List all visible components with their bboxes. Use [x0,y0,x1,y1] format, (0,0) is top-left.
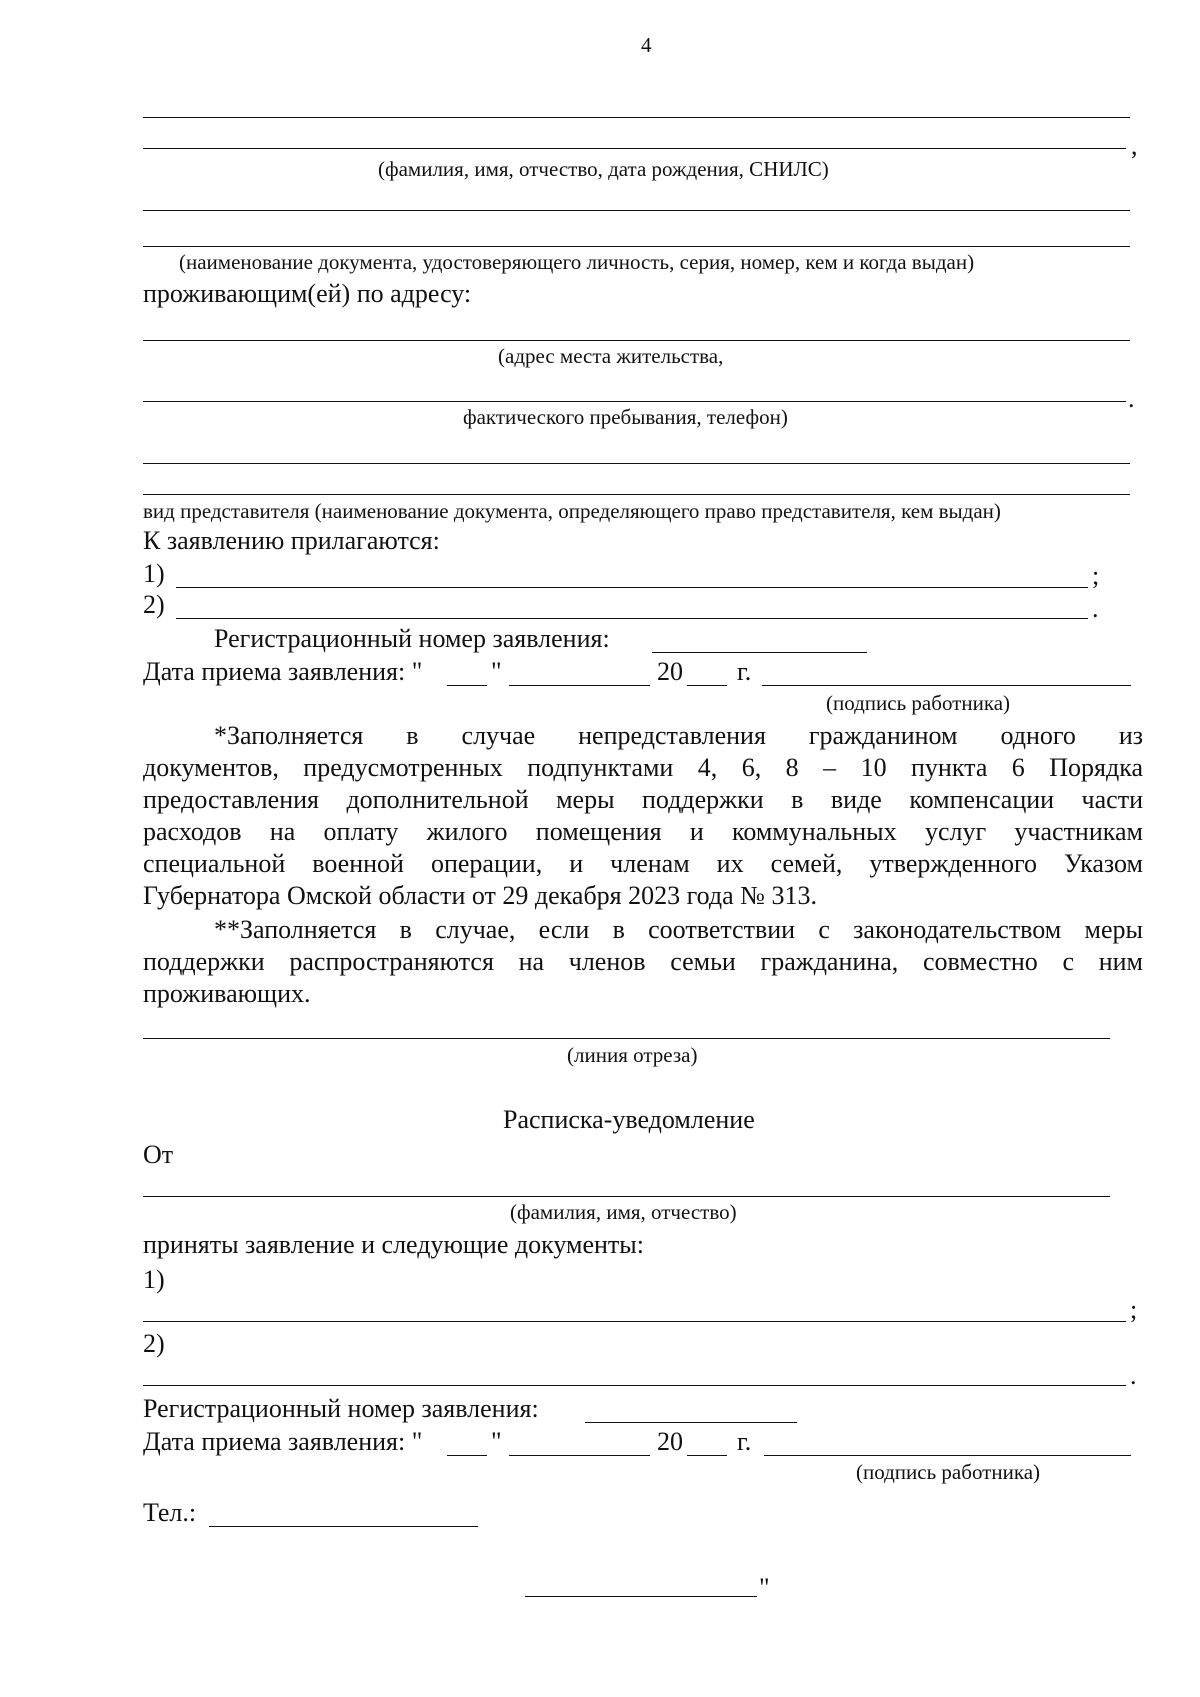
footnote-2-line-2: поддержки распространяются на членов семьи гражданина, совместно с ним [143,947,1143,976]
receipt-accepted-label: приняты заявление и следующие документы: [143,1230,644,1259]
address-line-2 [143,401,1126,402]
address-caption-2: фактического пребывания, телефон) [463,405,788,429]
date-year-prefix: 20 [657,657,683,686]
receipt-from-label: От [143,1140,174,1169]
receipt-title: Расписка-уведомление [503,1105,755,1134]
id-doc-line-2 [143,246,1130,247]
attachment-item-2-period: . [1092,594,1099,623]
reg-number-line [652,652,867,653]
footnote-2-line-3: проживающих. [143,979,311,1008]
fio-line-1 [143,117,1130,118]
receipt-reg-number-label: Регистрационный номер заявления: [143,1394,539,1423]
receipt-date-quote-close: " [491,1427,502,1456]
residing-label: проживающим(ей) по адресу: [143,279,472,308]
receipt-item-1-line [143,1321,1126,1322]
attachment-item-2-number: 2) [143,590,165,619]
receipt-item-2-period: . [1130,1361,1137,1390]
date-month-line [509,685,650,686]
cut-line [143,1038,1110,1039]
receipt-reg-number-line [585,1422,797,1423]
cut-line-caption: (линия отреза) [567,1043,698,1067]
id-doc-line-1 [143,210,1130,211]
attachment-item-2-line [176,618,1088,619]
receipt-date-day-line [447,1455,487,1456]
address-line-1 [143,340,1130,341]
representative-caption: вид представителя (наименование документа, определяющего право представителя, кем выдан) [143,499,1001,523]
receipt-date-year-suffix: г. [737,1427,752,1456]
fio-comma: , [1131,131,1138,160]
receipt-date-label: Дата приема заявления: " [143,1427,423,1456]
receipt-date-year-line [687,1455,727,1456]
address-period: . [1128,384,1135,413]
fio-caption: (фамилия, имя, отчество, дата рождения, СНИЛС) [378,157,829,181]
page-number: 4 [641,33,652,57]
receipt-item-2-line [143,1385,1126,1386]
attachment-item-1-line [176,587,1088,588]
date-label: Дата приема заявления: " [143,657,423,686]
receipt-phone-line [209,1526,478,1527]
representative-line-2 [143,494,1130,495]
receipt-fio-caption: (фамилия, имя, отчество) [510,1200,737,1224]
closing-line [525,1596,757,1597]
id-doc-caption: (наименование документа, удостоверяющего личность, серия, номер, кем и когда выдан) [179,250,975,274]
receipt-signature-line [764,1455,1131,1456]
receipt-item-2-number: 2) [143,1329,165,1358]
receipt-date-year-prefix: 20 [657,1427,683,1456]
date-year-suffix: г. [737,657,752,686]
footnote-1-line-4: расходов на оплату жилого помещения и коммунальных услуг участникам [143,817,1143,846]
receipt-fio-line [143,1196,1110,1197]
receipt-date-month-line [509,1455,650,1456]
footnote-1-line-6: Губернатора Омской области от 29 декабря 2023 года № 313. [143,881,817,910]
fio-line-2 [143,148,1126,149]
reg-number-label: Регистрационный номер заявления: [214,624,610,653]
footnote-1-line-3: предоставления дополнительной меры поддержки в виде компенсации части [143,785,1143,814]
representative-line-1 [143,463,1130,464]
attachment-item-1-number: 1) [143,559,165,588]
signature-caption: (подпись работника) [826,691,1011,715]
date-year-line [687,685,727,686]
closing-quote: " [759,1573,770,1602]
receipt-item-1-semicolon: ; [1130,1295,1138,1324]
footnote-1-line-2: документов, предусмотренных подпунктами 4, 6, 8 – 10 пункта 6 Порядка [143,753,1143,782]
receipt-signature-caption: (подпись работника) [856,1460,1041,1484]
footnote-1-line-5: специальной военной операции, и членам их семей, утвержденного Указом [143,849,1143,878]
footnote-1-line-1: *Заполняется в случае непредставления гражданином одного из [214,721,1143,750]
attachment-item-1-semicolon: ; [1092,561,1100,590]
receipt-item-1-number: 1) [143,1265,165,1294]
address-caption-1: (адрес места жительства, [498,344,724,368]
attachments-label: К заявлению прилагаются: [143,526,440,555]
signature-line [762,685,1131,686]
receipt-phone-label: Тел.: [143,1498,197,1527]
date-quote-close: " [491,657,502,686]
footnote-2-line-1: **Заполняется в случае, если в соответствии с законодательством меры [214,915,1143,944]
date-day-line [447,685,487,686]
